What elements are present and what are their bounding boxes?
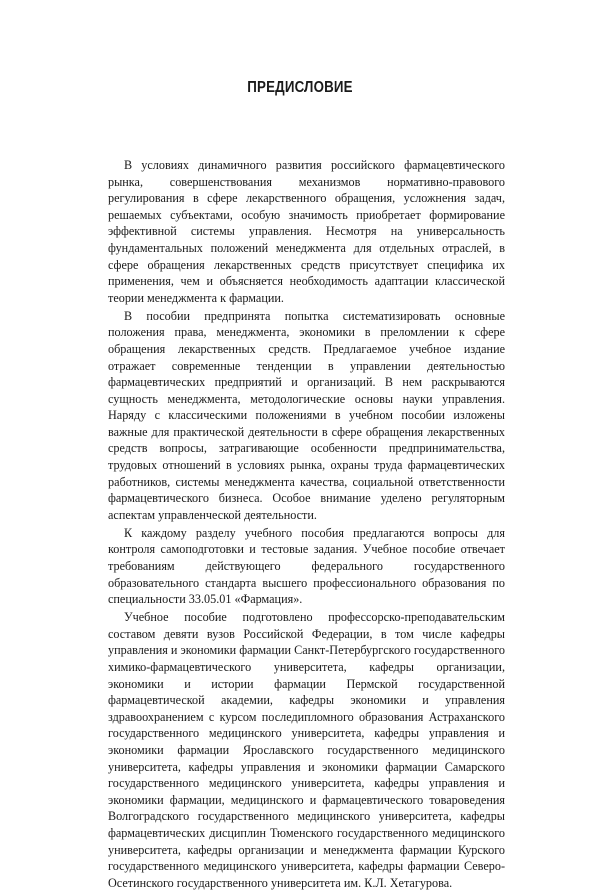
- body-text: [108, 157, 505, 893]
- paragraph: В условиях динамичного развития российского фармацевтического рынка, совершенствования механизмов нормативно-правового регулирования в сфере лекарственного обращения, усложнения задач, решаемых субъектами, особую значимость приобретает формирование эффективной системы управления. Несмотря на универсальность фундаментальных положений менеджмента для отдельных отраслей, в сфере обращения лекарственных средств присутствует специфика их применения, чем и объясняется необходимость адаптации классической теории менеджмента к фармации.: [108, 158, 505, 305]
- paragraph: В пособии предпринята попытка систематизировать основные положения права, менеджмента, экономики в преломлении к сфере обращения лекарственных средств. Предлагаемое учебное издание отражает современные тенденции в управлении деятельностью фармацевтических предприятий и организаций. В нем раскрываются сущность менеджмента, методологические основы науки управления. Наряду с классическими положениями в учебном пособии изложены важные для практической деятельности в сфере обращения лекарственных средств вопросы, затрагивающие особенности предпринимательства, трудовых отношений в условиях рынка, охраны труда фармацевтических работников, системы менеджмента качества, социальной ответственности фармацевтического бизнеса. Особое внимание уделено регуляторным аспектам управленческой деятельности.: [108, 308, 505, 522]
- paragraph: К каждому разделу учебного пособия предлагаются вопросы для контроля самоподготовки и тестовые задания. Учебное пособие отвечает требованиям действующего федерального государственного образовательного стандарта высшего профессионального образования по специальности 33.05.01 «Фармация».: [108, 525, 505, 607]
- page-title: ПРЕДИСЛОВИЕ: [247, 79, 353, 96]
- paragraph: Учебное пособие подготовлено профессорско-преподавательским составом девяти вузов Российской Федерации, в том числе кафедры управления и экономики фармации Санкт-Петербургского государственного химико-фармацевтического университета, кафедры организации, экономики и истории фармации Пермской государственной фармацевтической академии, кафедры экономики и управления здравоохранением с курсом последипломного образования Астраханского государственного медицинского университета, кафедры управления и экономики фармации Ярославского государственного медицинского университета, кафедры управления и экономики фармации Самарского государственного медицинского университета, кафедры управления и экономики фармации, медицинского и фармацевтического товароведения Волгоградского государственного медицинского университета, кафедры фармацевтических дисциплин Тюменского государственного медицинского университета, кафедры организации и менеджмента фармации Курского государственного медицинского университета, кафедры фармации Северо-Осетинского государственного университета им. К.Л. Хетагурова.: [108, 610, 506, 890]
